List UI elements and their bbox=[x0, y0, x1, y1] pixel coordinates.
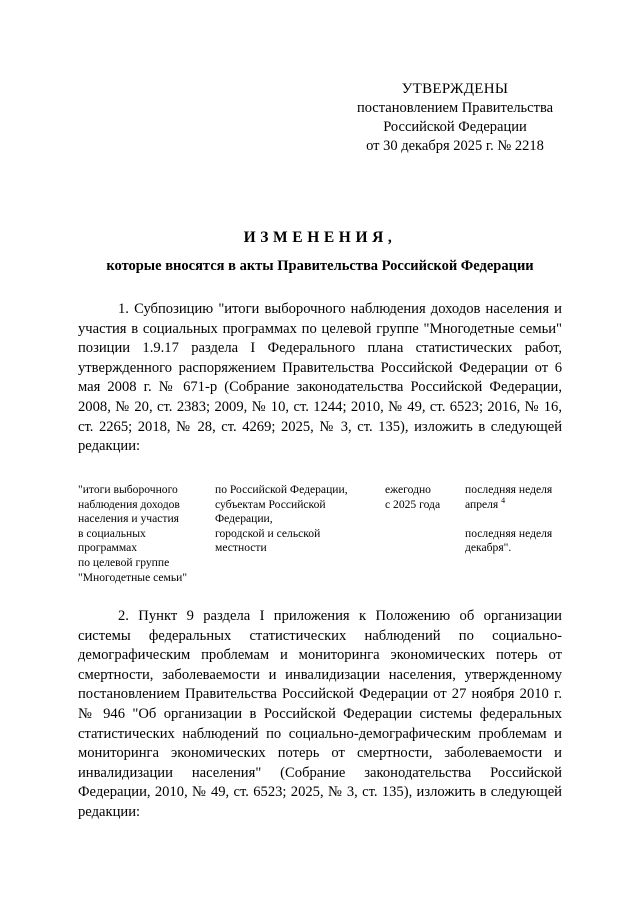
approval-block bbox=[330, 80, 580, 156]
table-cell-line: Федерации, bbox=[215, 512, 273, 526]
document-title bbox=[78, 228, 562, 276]
title-subtitle: которые вносятся в акты Правительства Российской Федерации bbox=[106, 258, 534, 274]
table-cell-line: городской и сельской bbox=[215, 526, 321, 540]
table-cell-line: последняя неделя bbox=[465, 483, 553, 496]
table-cell-line: ежегодно bbox=[385, 483, 431, 496]
deadline-april: апреля bbox=[465, 497, 499, 511]
table-cell-line: по Российской Федерации, bbox=[215, 483, 348, 496]
table-cell-line: последняя неделя bbox=[465, 526, 553, 540]
approval-line-1: постановлением Правительства bbox=[356, 100, 554, 116]
approval-line-3: от 30 декабря 2025 г. № 2218 bbox=[366, 138, 544, 154]
table-column-frequency bbox=[385, 483, 463, 512]
footnote-marker: 4 bbox=[501, 495, 506, 505]
approval-heading: УТВЕРЖДЕНЫ bbox=[401, 81, 509, 97]
table-cell-line: в социальных bbox=[78, 526, 146, 540]
table-cell-line: "Многодетные семьи" bbox=[78, 570, 188, 584]
table-column-level bbox=[215, 483, 385, 556]
table-column-deadline bbox=[465, 483, 565, 556]
table-cell-line bbox=[465, 495, 565, 513]
table-cell-line: с 2025 года bbox=[385, 497, 441, 511]
table-cell-line: наблюдения доходов bbox=[78, 497, 180, 511]
table-column-indicator bbox=[78, 483, 208, 585]
table-cell-line: "итоги выборочного bbox=[78, 483, 178, 496]
table-cell-line: по целевой группе bbox=[78, 555, 170, 569]
table-cell-line: населения и участия bbox=[78, 512, 179, 526]
approval-line-2: Российской Федерации bbox=[383, 119, 527, 135]
table-cell-line: субъектам Российской bbox=[215, 497, 326, 511]
paragraph-2: 2. Пункт 9 раздела I приложения к Положению об организации системы федеральных статистических наблюдений по социально-демографическим проблемам и мониторинга экономических потерь от смертности, заболеваемости и инвалидизации населения, утвержденному постановлением Правительства Российской Федерации от 27 ноября 2010 г. № 946 "Об организации в Российской Федерации системы федеральных статистических наблюдений по социально-демографическим проблемам и мониторинга экономических потерь от смертности, заболеваемости и инвалидизации населения" (Собрание законодательства Российской Федерации, 2010, № 49, ст. 6523; 2025, № 3, ст. 135), изложить в следующей редакции: bbox=[78, 608, 562, 820]
table-cell-line: местности bbox=[215, 541, 267, 555]
paragraph-1: 1. Субпозицию "итоги выборочного наблюдения доходов населения и участия в социальных программах по целевой группе "Многодетные семьи" позиции 1.9.17 раздела I Федерального плана статистических работ, утвержденного распоряжением Правительства Российской Федерации от 6 мая 2008 г. № 671-р (Собрание законодательства Российской Федерации, 2008, № 20, ст. 2383; 2009, № 10, ст. 1244; 2010, № 49, ст. 6523; 2016, № 16, ст. 2265; 2018, № 28, ст. 4269; 2025, № 3, ст. 135), изложить в следующей редакции: bbox=[78, 301, 562, 455]
table-cell-line: программах bbox=[78, 541, 138, 555]
title-main: ИЗМЕНЕНИЯ, bbox=[243, 229, 397, 246]
table-cell-line: декабря". bbox=[465, 541, 512, 555]
